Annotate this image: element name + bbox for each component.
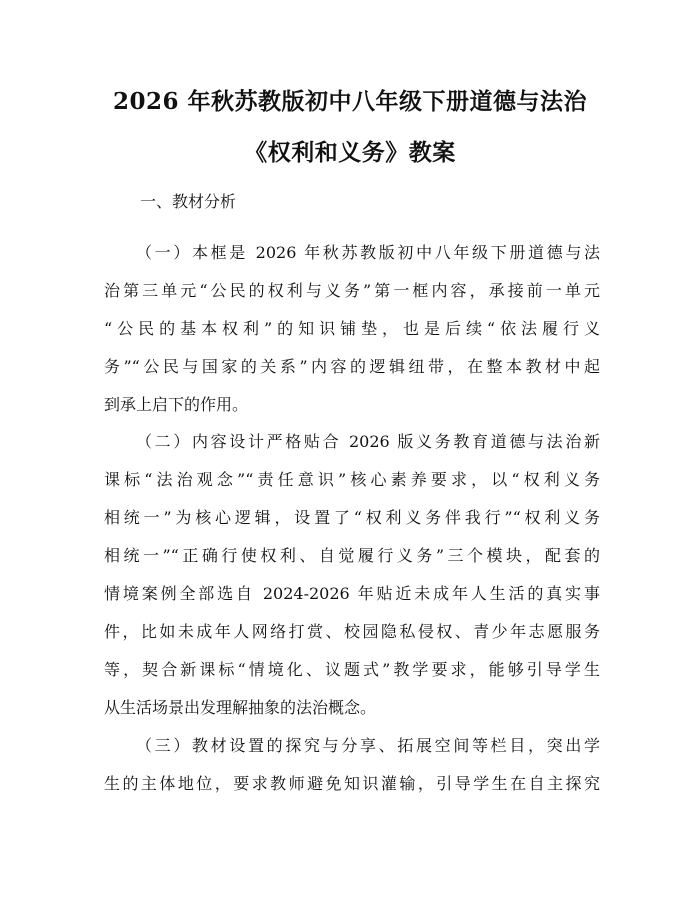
paragraph-line: 相统一”“正确行使权利、自觉履行义务”三个模块，配套的 (104, 546, 600, 565)
document-title-line-1: 2026 年秋苏教版初中八年级下册道德与法治 (112, 88, 588, 115)
paragraph-line: （三）教材设置的探究与分享、拓展空间等栏目，突出学 (136, 736, 600, 755)
paragraph-line: 治第三单元“公民的权利与义务”第一框内容，承接前一单元 (104, 281, 600, 300)
document-title-line-2: 《权利和义务》教案 (244, 139, 456, 166)
paragraph-line: 课标“法治观念”“责任意识”核心素养要求，以“权利义务 (104, 470, 600, 489)
paragraph-line: 生的主体地位，要求教师避免知识灌输，引导学生在自主探究 (104, 774, 600, 793)
paragraph-line: 情境案例全部选自 2024-2026 年贴近未成年人生活的真实事 (104, 584, 600, 603)
section-heading: 一、教材分析 (140, 192, 237, 211)
paragraph-line: 相统一”为核心逻辑，设置了“权利义务伴我行”“权利义务 (104, 508, 600, 527)
paragraph-2 (104, 423, 600, 727)
paragraph-1 (104, 234, 600, 424)
paragraph-line: （二）内容设计严格贴合 2026 版义务教育道德与法治新 (136, 432, 600, 451)
paragraph-line: 从生活场景出发理解抽象的法治概念。 (104, 698, 377, 717)
paragraph-line: “公民的基本权利”的知识铺垫，也是后续“依法履行义 (104, 319, 600, 338)
paragraph-line: 件，比如未成年人网络打赏、校园隐私侵权、青少年志愿服务 (104, 622, 600, 641)
paragraph-line: 到承上启下的作用。 (104, 395, 249, 414)
paragraph-3 (104, 727, 600, 803)
paragraph-line: （一）本框是 2026 年秋苏教版初中八年级下册道德与法 (136, 243, 600, 262)
paragraph-line: 务”“公民与国家的关系”内容的逻辑纽带，在整本教材中起 (104, 357, 600, 376)
paragraph-line: 等，契合新课标“情境化、议题式”教学要求，能够引导学生 (104, 660, 600, 679)
